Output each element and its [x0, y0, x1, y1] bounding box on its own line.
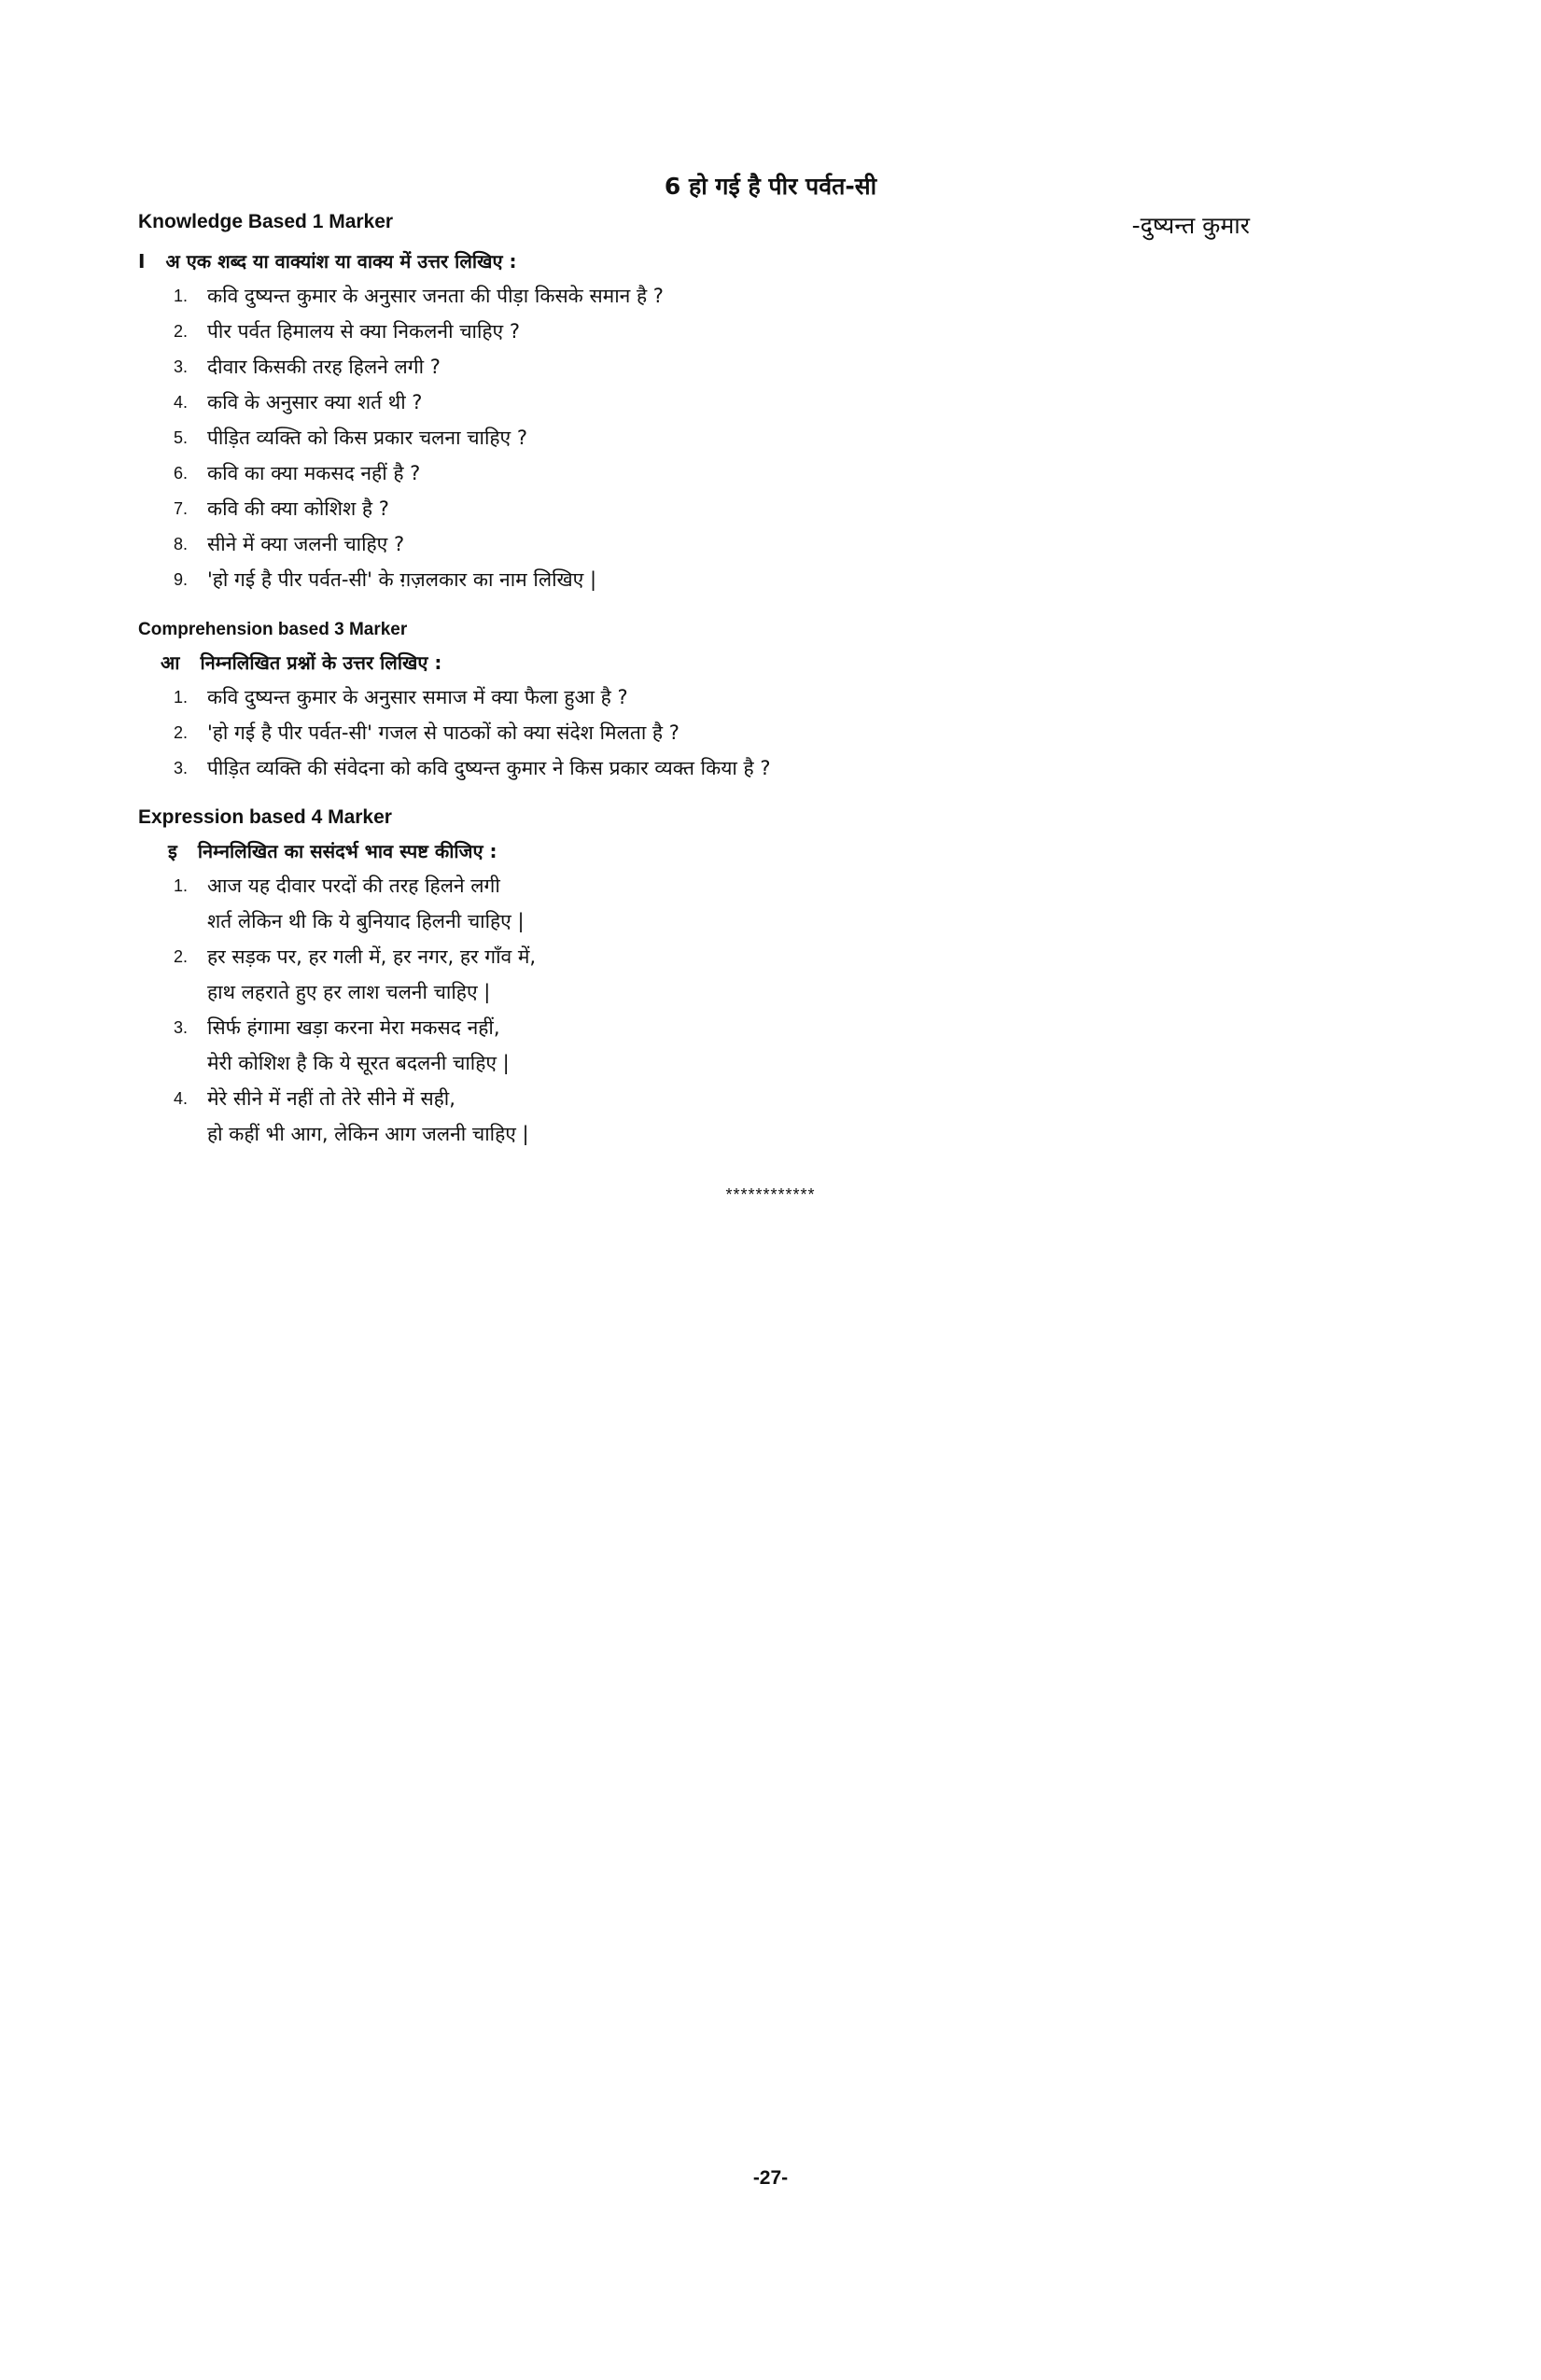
list-item [174, 455, 664, 491]
couplet-line: आज यह दीवार परदों की तरह हिलने लगी [207, 875, 500, 897]
list-item [174, 420, 664, 455]
section3-couplet-list [174, 868, 536, 1152]
question-number: 6. [174, 464, 189, 483]
question-number: 3. [174, 759, 189, 777]
couplet-line: सिर्फ हंगामा खड़ा करना मेरा मकसद नहीं, [207, 1016, 500, 1039]
list-item [174, 679, 771, 715]
section3-instruction-text: निम्नलिखित का ससंदर्भ भाव स्पष्ट कीजिए : [197, 840, 497, 862]
list-item [174, 349, 664, 385]
question-text: पीड़ित व्यक्ति की संवेदना को कवि दुष्यन्त कुमार ने किस प्रकार व्यक्त किया है ? [207, 757, 771, 779]
question-text: कवि का क्या मकसद नहीं है ? [207, 462, 421, 484]
list-item [174, 750, 771, 786]
couplet-line: शर्त लेकिन थी कि ये बुनियाद हिलनी चाहिए | [207, 910, 525, 932]
question-text: पीड़ित व्यक्ति को किस प्रकार चलना चाहिए ? [207, 427, 527, 449]
couplet-number: 3. [174, 1018, 189, 1037]
couplet-number: 1. [174, 876, 189, 895]
section2-question-list [174, 679, 771, 786]
end-separator: ************ [725, 1185, 816, 1204]
section3-heading: Expression based 4 Marker [138, 806, 392, 828]
question-text: कवि की क्या कोशिश है ? [207, 497, 389, 520]
couplet-line: हाथ लहराते हुए हर लाश चलनी चाहिए | [207, 981, 491, 1003]
question-text: 'हो गई है पीर पर्वत-सी' के ग़ज़लकार का नाम लिखिए | [207, 568, 597, 591]
couplet-line: मेरी कोशिश है कि ये सूरत बदलनी चाहिए | [207, 1052, 510, 1074]
section2-mark: आ [161, 651, 180, 674]
couplet-line: हो कहीं भी आग, लेकिन आग जलनी चाहिए | [207, 1123, 529, 1145]
list-item [174, 314, 664, 349]
list-item [174, 526, 664, 562]
question-text: दीवार किसकी तरह हिलने लगी ? [207, 356, 441, 378]
question-number: 8. [174, 535, 189, 553]
section2-instruction [161, 650, 441, 675]
couplet-line: मेरे सीने में नहीं तो तेरे सीने में सही, [207, 1087, 455, 1110]
couplet-number: 2. [174, 947, 189, 966]
section2-heading: Comprehension based 3 Marker [138, 620, 408, 639]
question-number: 2. [174, 723, 189, 742]
list-item [174, 562, 664, 597]
section3-instruction [168, 838, 497, 863]
question-number: 5. [174, 428, 189, 447]
question-text: कवि दुष्यन्त कुमार के अनुसार जनता की पीड़ा किसके समान है ? [207, 285, 664, 307]
section1-heading: Knowledge Based 1 Marker [138, 211, 394, 232]
list-item [174, 715, 771, 750]
question-text: 'हो गई है पीर पर्वत-सी' गजल से पाठकों को क्या संदेश मिलता है ? [207, 721, 679, 744]
question-number: 2. [174, 322, 189, 341]
list-item [174, 1081, 536, 1152]
section1-instruction [138, 248, 516, 273]
list-item [174, 491, 664, 526]
author-name: -दुष्यन्त कुमार [1131, 212, 1250, 239]
list-item [174, 939, 536, 1010]
chapter-title: 6 हो गई है पीर पर्वत-सी [664, 173, 877, 200]
list-item [174, 385, 664, 420]
question-text: कवि के अनुसार क्या शर्त थी ? [207, 391, 423, 413]
section1-instruction-text: अ एक शब्द या वाक्यांश या वाक्य में उत्तर लिखिए : [165, 250, 517, 273]
question-number: 3. [174, 357, 189, 376]
question-number: 9. [174, 570, 189, 589]
list-item [174, 278, 664, 314]
section1-question-list [174, 278, 664, 597]
list-item [174, 1010, 536, 1081]
section3-mark: इ [168, 840, 177, 862]
question-number: 7. [174, 499, 189, 518]
question-text: पीर पर्वत हिमालय से क्या निकलनी चाहिए ? [207, 320, 520, 343]
question-text: कवि दुष्यन्त कुमार के अनुसार समाज में क्या फैला हुआ है ? [207, 686, 628, 708]
section2-instruction-text: निम्नलिखित प्रश्नों के उत्तर लिखिए : [200, 651, 442, 674]
question-number: 1. [174, 688, 189, 707]
page-number: -27- [752, 2167, 789, 2189]
list-item [174, 868, 536, 939]
section1-mark: I [138, 250, 146, 273]
question-text: सीने में क्या जलनी चाहिए ? [207, 533, 405, 555]
couplet-number: 4. [174, 1089, 189, 1108]
question-number: 4. [174, 393, 189, 412]
couplet-line: हर सड़क पर, हर गली में, हर नगर, हर गाँव में, [207, 945, 537, 968]
question-number: 1. [174, 287, 189, 305]
